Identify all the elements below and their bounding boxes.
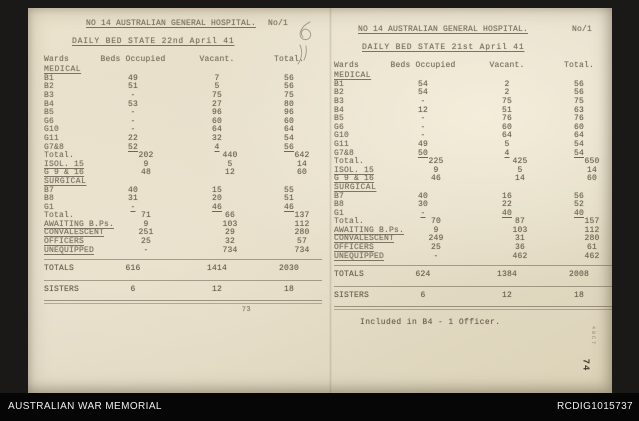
cell-value: 50 (417, 148, 428, 158)
table-row (44, 75, 322, 84)
column-header-occupied: Beds Occupied (390, 60, 456, 70)
cell-value: 54 (417, 88, 428, 98)
cell-value: 27 (211, 99, 222, 109)
table-row (44, 109, 322, 118)
table-row (334, 253, 612, 262)
column-header-total: Total. (563, 60, 594, 70)
row-label: G 9 & 16 (334, 174, 375, 184)
table-row (44, 262, 322, 276)
row-label: G11 (44, 133, 60, 143)
cell-value: 202 (138, 151, 154, 161)
cell-value: 64 (573, 131, 584, 141)
section-heading-row (44, 178, 322, 187)
cell-value: 616 (125, 264, 141, 274)
page-subtitle: DAILY BED STATE 21st April 41 (362, 43, 525, 52)
cell-value: 14 (586, 165, 597, 175)
cell-value: 57 (296, 237, 307, 247)
cell-value: 75 (501, 96, 512, 106)
cell-value: 2008 (568, 270, 589, 280)
cell-value: 5 (517, 165, 523, 175)
cell-value: 462 (512, 251, 528, 261)
cell-value: 2 (504, 88, 510, 98)
section-heading-row (334, 72, 612, 81)
row-label: AWAITING B.Ps. (334, 225, 405, 235)
cell-value: 14 (514, 174, 525, 184)
cell-value: 60 (296, 168, 307, 178)
table-row (44, 204, 322, 213)
cell-value: 280 (294, 228, 310, 238)
table-row (334, 107, 612, 116)
row-label: Total. (44, 211, 75, 221)
cell-value: 70 (430, 217, 441, 227)
bed-state-page-right (334, 26, 612, 328)
cell-value: 56 (283, 73, 294, 83)
row-label: B5 (44, 108, 55, 118)
table-row (334, 289, 612, 303)
cell-value: 75 (573, 96, 584, 106)
cell-value: 54 (573, 148, 584, 158)
section-label: SURGICAL (44, 176, 87, 186)
cell-value: 32 (224, 237, 235, 247)
table-row (334, 201, 612, 210)
cell-value: 54 (417, 79, 428, 89)
cell-value: 71 (140, 211, 151, 221)
cell-value: 64 (283, 125, 294, 135)
row-label: UNEQUIPPED (44, 245, 95, 255)
edge-stamp-characters: 48C7 (590, 326, 596, 347)
row-label: Total. (334, 157, 365, 167)
divider-line (334, 286, 612, 287)
row-label: SISTERS (334, 290, 370, 300)
section-label: MEDICAL (334, 71, 372, 81)
row-label: B2 (44, 82, 55, 92)
column-header-vacant: Vacant. (489, 60, 525, 70)
cell-value: 12 (224, 168, 235, 178)
cell-value: 40 (501, 208, 512, 218)
archive-footer-bar (0, 393, 639, 421)
cell-value: 4 (504, 148, 510, 158)
cell-value: 5 (214, 82, 220, 92)
cell-value: 1414 (206, 264, 227, 274)
cell-value: 40 (573, 208, 584, 218)
cell-value: 440 (222, 151, 238, 161)
cell-value: 46 (211, 202, 222, 212)
cell-value: - (143, 245, 149, 255)
divider-line (44, 280, 322, 281)
page-title: NO 14 AUSTRALIAN GENERAL HOSPITAL. (86, 19, 257, 28)
cell-value: 137 (294, 211, 310, 221)
cell-value: 51 (501, 105, 512, 115)
cell-value: 225 (428, 157, 444, 167)
table-row (334, 158, 612, 167)
column-header-vacant: Vacant. (199, 54, 235, 64)
page-header (44, 20, 322, 31)
cell-value: 56 (573, 88, 584, 98)
cell-value: 20 (211, 194, 222, 204)
cell-value: 76 (573, 114, 584, 124)
table-row (44, 101, 322, 110)
divider-line (44, 259, 322, 260)
cell-value: 63 (573, 105, 584, 115)
table-row (334, 98, 612, 107)
cell-value: 60 (586, 174, 597, 184)
document-sheet (28, 8, 612, 393)
cell-value: 56 (283, 142, 294, 152)
cell-value: 87 (514, 217, 525, 227)
table-row (44, 92, 322, 101)
cell-value: 1384 (496, 270, 517, 280)
table-row (334, 132, 612, 141)
column-header-total: Total. (273, 54, 304, 64)
cell-value: - (420, 122, 426, 132)
cell-value: 9 (143, 159, 149, 169)
row-label: B3 (334, 96, 345, 106)
table-row (334, 89, 612, 98)
cell-value: 734 (294, 245, 310, 255)
cell-value: 9 (433, 225, 439, 235)
cell-value: 49 (127, 73, 138, 83)
cell-value: 40 (127, 185, 138, 195)
row-label: ISOL. 15 (334, 165, 375, 175)
table-row (334, 81, 612, 90)
section-label: SURGICAL (334, 182, 377, 192)
row-label: G6 (334, 122, 345, 132)
row-label: B1 (334, 79, 345, 89)
page-title: NO 14 AUSTRALIAN GENERAL HOSPITAL. (358, 25, 529, 34)
table-row (44, 283, 322, 297)
cell-value: - (130, 125, 136, 135)
row-label: ISOL. 15 (44, 159, 85, 169)
cell-value: 60 (573, 122, 584, 132)
sheet-number: No/1 (571, 25, 592, 34)
cell-value: 280 (584, 234, 600, 244)
row-label: B7 (334, 191, 345, 201)
cell-value: 66 (224, 211, 235, 221)
page-subtitle: DAILY BED STATE 22nd April 41 (72, 37, 235, 46)
section-label: MEDICAL (44, 65, 82, 75)
column-header-row (44, 56, 322, 65)
cell-value: - (130, 202, 136, 212)
cell-value: 251 (138, 228, 154, 238)
cell-value: 103 (222, 219, 238, 229)
cell-value: 30 (417, 200, 428, 210)
cell-value: 12 (211, 284, 222, 294)
cell-value: 96 (211, 108, 222, 118)
cell-value: 12 (501, 290, 512, 300)
row-label: AWAITING B.Ps. (44, 219, 115, 229)
row-label: G10 (44, 125, 60, 135)
row-label: B5 (334, 114, 345, 124)
row-label: G1 (44, 202, 55, 212)
cell-value: - (420, 208, 426, 218)
cell-value: 22 (501, 200, 512, 210)
cell-value: 61 (586, 243, 597, 253)
column-header-occupied: Beds Occupied (100, 54, 166, 64)
footnote: Included in B4 - 1 Officer. (360, 318, 501, 328)
margin-page-number: 74 (580, 358, 591, 372)
cell-value: 51 (283, 194, 294, 204)
cell-value: 96 (283, 108, 294, 118)
cell-value: 31 (127, 194, 138, 204)
cell-value: 5 (504, 139, 510, 149)
cell-value: 7 (214, 73, 220, 83)
cell-value: 54 (283, 133, 294, 143)
cell-value: 25 (140, 237, 151, 247)
row-label: G6 (44, 116, 55, 126)
cell-value: 6 (420, 290, 426, 300)
table-row (334, 235, 612, 244)
row-label: CONVALESCENT (44, 228, 105, 238)
cell-value: 112 (294, 219, 310, 229)
cell-value: - (130, 116, 136, 126)
table-row (334, 210, 612, 219)
row-label: G7&8 (44, 142, 65, 152)
cell-value: 75 (283, 90, 294, 100)
pencil-page-number: 73 (241, 305, 252, 315)
cell-value: 36 (514, 243, 525, 253)
cell-value: 6 (130, 284, 136, 294)
row-label: G7&8 (334, 148, 355, 158)
cell-value: 9 (433, 165, 439, 175)
cell-value: 29 (224, 228, 235, 238)
table-row (44, 83, 322, 92)
cell-value: - (420, 131, 426, 141)
bed-state-table (44, 66, 322, 304)
cell-value: - (420, 96, 426, 106)
archive-id-label: RCDIG1015737 (557, 401, 633, 412)
cell-value: - (420, 114, 426, 124)
cell-value: 49 (417, 139, 428, 149)
cell-value: 462 (584, 251, 600, 261)
cell-value: 56 (573, 191, 584, 201)
cell-value: 157 (584, 217, 600, 227)
row-label: G10 (334, 131, 350, 141)
table-row (44, 247, 322, 256)
row-label: SISTERS (44, 284, 80, 294)
archive-name-label: AUSTRALIAN WAR MEMORIAL (8, 401, 162, 412)
row-label: OFFICERS (44, 237, 85, 247)
cell-value: 103 (512, 225, 528, 235)
cell-value: 425 (512, 157, 528, 167)
divider-line (334, 265, 612, 266)
cell-value: 53 (127, 99, 138, 109)
cell-value: - (433, 251, 439, 261)
cell-value: 734 (222, 245, 238, 255)
table-row (334, 268, 612, 282)
table-row (44, 126, 322, 135)
cell-value: 52 (127, 142, 138, 152)
cell-value: 46 (283, 202, 294, 212)
table-row (334, 141, 612, 150)
table-row (334, 115, 612, 124)
cell-value: 624 (415, 270, 431, 280)
table-row (44, 118, 322, 127)
cell-value: 18 (283, 284, 294, 294)
table-row (44, 144, 322, 153)
row-label: B4 (44, 99, 55, 109)
cell-value: 25 (430, 243, 441, 253)
row-label: UNEQUIPPED (334, 251, 385, 261)
row-label: B2 (334, 88, 345, 98)
cell-value: 52 (573, 200, 584, 210)
cell-value: 80 (283, 99, 294, 109)
row-label: OFFICERS (334, 243, 375, 253)
cell-value: 76 (501, 114, 512, 124)
cell-value: - (130, 108, 136, 118)
row-label: B1 (44, 73, 55, 83)
cell-value: 9 (143, 219, 149, 229)
cell-value: 75 (211, 90, 222, 100)
cell-value: 60 (501, 122, 512, 132)
cell-value: 46 (430, 174, 441, 184)
column-header-row (334, 62, 612, 71)
table-row (334, 150, 612, 159)
cell-value: 2 (504, 79, 510, 89)
cell-value: 12 (417, 105, 428, 115)
column-header-wards: Wards (334, 60, 360, 70)
row-label: Total. (334, 217, 365, 227)
cell-value: 55 (283, 185, 294, 195)
bed-state-table (334, 72, 612, 310)
cell-value: 5 (227, 159, 233, 169)
cell-value: 40 (417, 191, 428, 201)
table-row (334, 124, 612, 133)
divider-line (334, 306, 612, 310)
cell-value: 14 (296, 159, 307, 169)
cell-value: 56 (283, 82, 294, 92)
paper-fold-crease (329, 8, 332, 393)
cell-value: 60 (211, 116, 222, 126)
page-header (334, 26, 612, 37)
row-label: CONVALESCENT (334, 234, 395, 244)
row-label: B8 (44, 194, 55, 204)
cell-value: 54 (573, 139, 584, 149)
divider-line (44, 300, 322, 304)
section-heading-row (334, 184, 612, 193)
table-row (44, 161, 322, 170)
table-row (334, 193, 612, 202)
cell-value: 112 (584, 225, 600, 235)
cell-value: 16 (501, 191, 512, 201)
row-label: TOTALS (44, 264, 75, 274)
row-label: B3 (44, 90, 55, 100)
section-heading-row (44, 66, 322, 75)
table-row (44, 229, 322, 238)
row-label: Total. (44, 151, 75, 161)
row-label: TOTALS (334, 270, 365, 280)
cell-value: 51 (127, 82, 138, 92)
row-label: B8 (334, 200, 345, 210)
cell-value: 22 (127, 133, 138, 143)
table-row (44, 187, 322, 196)
cell-value: 249 (428, 234, 444, 244)
cell-value: 48 (140, 168, 151, 178)
row-label: G1 (334, 208, 345, 218)
row-label: B7 (44, 185, 55, 195)
table-row (44, 195, 322, 204)
column-header-wards: Wards (44, 54, 70, 64)
cell-value: 18 (573, 290, 584, 300)
pencil-scribble-icon (286, 16, 322, 72)
table-row (44, 152, 322, 161)
bed-state-page-left (44, 19, 322, 315)
cell-value: 64 (211, 125, 222, 135)
sheet-number: No/1 (267, 19, 288, 28)
cell-value: 4 (214, 142, 220, 152)
cell-value: 650 (584, 157, 600, 167)
cell-value: 64 (501, 131, 512, 141)
row-label: G11 (334, 139, 350, 149)
table-row (44, 135, 322, 144)
cell-value: 60 (283, 116, 294, 126)
cell-value: - (130, 90, 136, 100)
cell-value: 2030 (278, 264, 299, 274)
cell-value: 56 (573, 79, 584, 89)
cell-value: 642 (294, 151, 310, 161)
cell-value: 31 (514, 234, 525, 244)
row-label: B4 (334, 105, 345, 115)
cell-value: 32 (211, 133, 222, 143)
row-label: G 9 & 16 (44, 168, 85, 178)
table-row (334, 167, 612, 176)
cell-value: 15 (211, 185, 222, 195)
